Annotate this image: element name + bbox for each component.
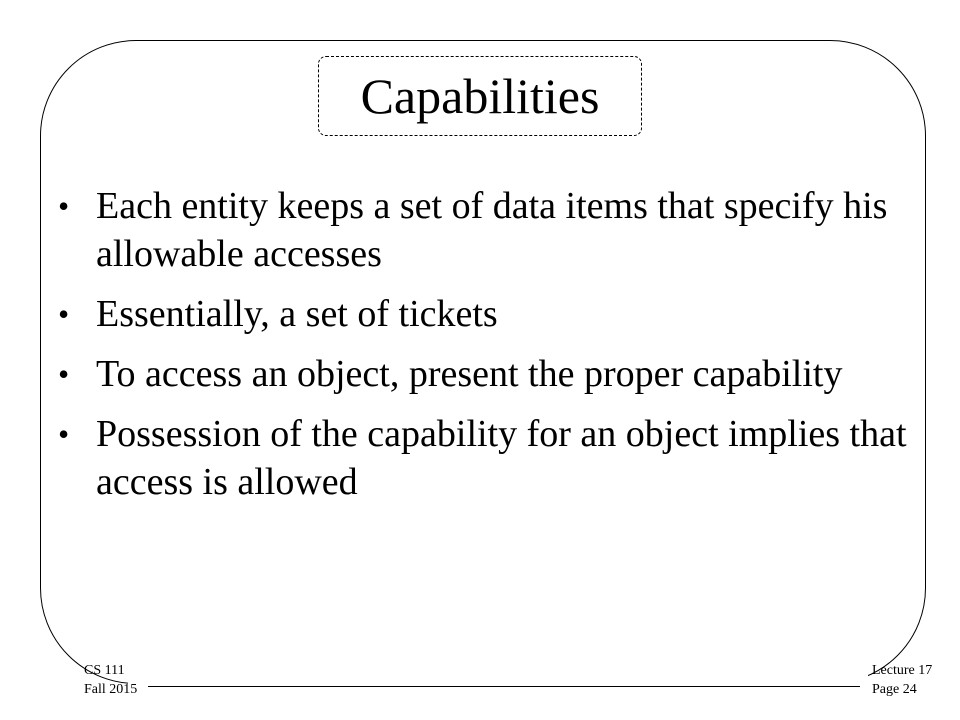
footer-course-info <box>84 661 137 699</box>
course-label: CS 111 <box>84 663 125 678</box>
bullet-list <box>58 182 908 518</box>
footer-rule <box>148 686 860 687</box>
lecture-label: Lecture 17 <box>872 663 933 678</box>
slide-title-box <box>318 56 642 136</box>
bullet-dot-icon: • <box>58 188 70 224</box>
bullet-text: To access an object, present the proper capability <box>96 353 843 395</box>
bullet-text: Essentially, a set of tickets <box>96 293 498 335</box>
frame-gap <box>128 670 868 700</box>
bullet-item <box>58 410 908 506</box>
slide-title: Capabilities <box>360 68 600 124</box>
bullet-dot-icon: • <box>58 356 70 392</box>
bullet-item <box>58 350 908 398</box>
bullet-item <box>58 290 908 338</box>
footer-lecture-info <box>872 661 932 699</box>
bullet-text: Each entity keeps a set of data items that specify his allowable accesses <box>96 185 888 275</box>
bullet-dot-icon: • <box>58 296 70 332</box>
bullet-text: Possession of the capability for an object implies that access is allowed <box>96 413 907 503</box>
bullet-item <box>58 182 908 278</box>
bullet-dot-icon: • <box>58 416 70 452</box>
term-label: Fall 2015 <box>84 682 138 697</box>
page-number: Page 24 <box>872 682 917 697</box>
